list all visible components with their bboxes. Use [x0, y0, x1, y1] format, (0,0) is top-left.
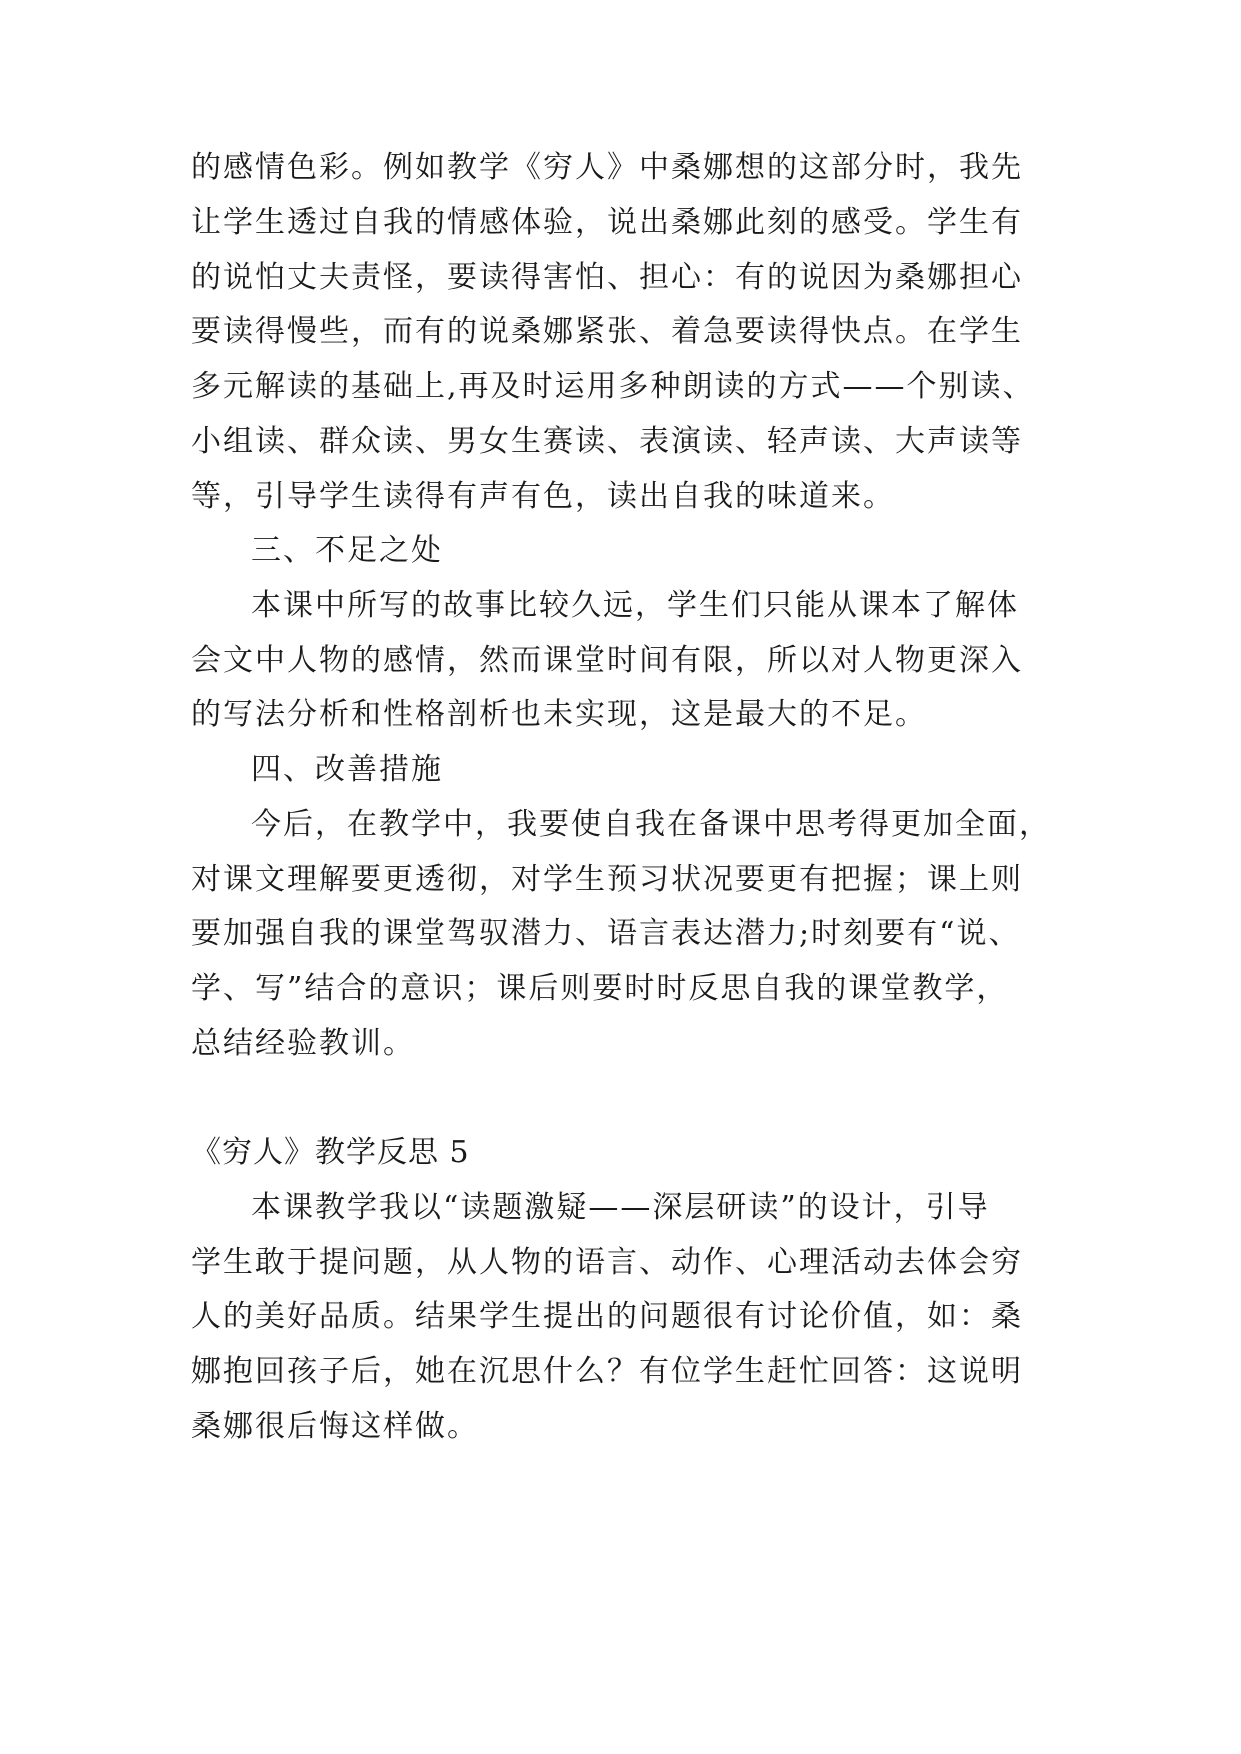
paragraph-line: 的说怕丈夫责怪，要读得害怕、担心：有的说因为桑娜担心	[191, 260, 1023, 295]
paragraph-line: 学、写”结合的意识；课后则要时时反思自我的课堂教学，	[191, 971, 1009, 1006]
paragraph-line: 小组读、群众读、男女生赛读、表演读、轻声读、大声读等	[191, 424, 1023, 459]
paragraph-line: 要读得慢些，而有的说桑娜紧张、着急要读得快点。在学生	[191, 314, 1023, 349]
paragraph-line: 的感情色彩。例如教学《穷人》中桑娜想的这部分时，我先	[191, 150, 1023, 185]
paragraph-line: 多元解读的基础上,再及时运用多种朗读的方式——个别读、	[191, 369, 1035, 404]
section-heading-shortcomings: 三、不足之处	[251, 533, 443, 568]
section-heading-improvements: 四、改善措施	[251, 752, 443, 787]
paragraph-line: 今后，在教学中，我要使自我在备课中思考得更加全面，	[251, 807, 1051, 842]
section-title: 《穷人》教学反思 5	[191, 1135, 470, 1170]
paragraph-line: 本课中所写的故事比较久远，学生们只能从课本了解体	[251, 588, 1019, 623]
paragraph-line: 总结经验教训。	[191, 1026, 415, 1061]
paragraph-line: 人的美好品质。结果学生提出的问题很有讨论价值，如：桑	[191, 1299, 1023, 1334]
paragraph-line: 要加强自我的课堂驾驭潜力、语言表达潜力;时刻要有“说、	[191, 916, 1021, 951]
paragraph-line: 桑娜很后悔这样做。	[191, 1409, 479, 1444]
paragraph-line: 的写法分析和性格剖析也未实现，这是最大的不足。	[191, 697, 927, 732]
paragraph-line: 学生敢于提问题，从人物的语言、动作、心理活动去体会穷	[191, 1245, 1023, 1280]
paragraph-line: 等，引导学生读得有声有色，读出自我的味道来。	[191, 479, 895, 514]
paragraph-line: 让学生透过自我的情感体验，说出桑娜此刻的感受。学生有	[191, 205, 1023, 240]
paragraph-line: 会文中人物的感情，然而课堂时间有限，所以对人物更深入	[191, 643, 1023, 678]
paragraph-line: 娜抱回孩子后，她在沉思什么？有位学生赶忙回答：这说明	[191, 1354, 1023, 1389]
paragraph-line: 对课文理解要更透彻，对学生预习状况要更有把握；课上则	[191, 862, 1023, 897]
paragraph-line: 本课教学我以“读题激疑——深层研读”的设计，引导	[251, 1190, 990, 1225]
